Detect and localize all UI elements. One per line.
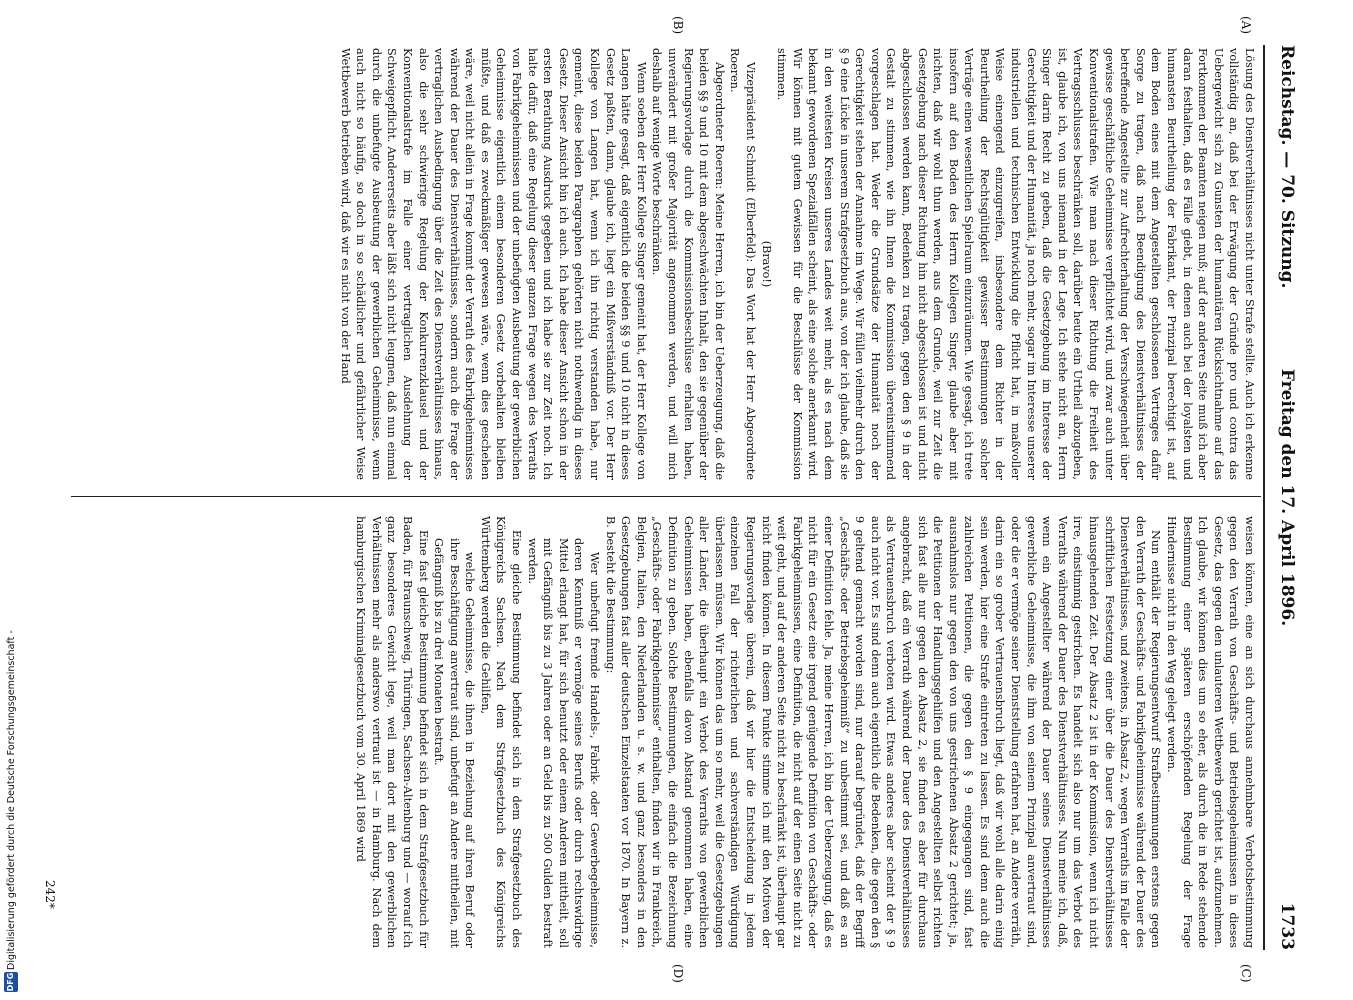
column-divider (71, 496, 1261, 497)
dfg-logo (4, 972, 18, 992)
signature-mark: 242* (43, 880, 57, 909)
paragraph: Lösung des Dienstverhältnisses nicht unter Strafe stellte. Auch ich erkenne vollständig an, daß bei der Erwägung der Gründe pro und contra das Uebergewicht sich zu Gunsten der humanitären Rücksichtnahme auf das Fortkommen der Beamten neigen muß; auf der anderen Seite muß ich aber daran festhalten, daß es Fälle giebt, in denen auch bei der loyalsten und humansten Beurtheilung der Fabrikant, der Prinzipal berechtigt ist, auf dem Boden eines mit dem Angestellten geschlossenen Vertrages dafür Sorge zu tragen, daß nach Beendigung des Dienstverhältnisses der betreffende Angestellte zur Aufrechterhaltung der Verschwiegenheit über gewisse geschäftliche Geheimnisse verpflichtet wird, und zwar auch unter Konventionalstrafen. Wie man nach dieser Richtung die Freiheit des Vertragsschlusses beschränken soll, darüber heute ein Urtheil abzugeben, ist, glaube ich, von uns niemand in der Lage. Ich stehe nicht an, Herrn Singer darin Recht zu geben, daß die Gesetzgebung im Interesse der Gerechtigkeit und der Humanität, ja noch mehr, sogar im Interesse unserer industriellen und technischen Entwicklung die Pflicht hat, in maßvoller Weise einengend einzugreifen, insbesondere dem Richter in der Beurtheilung der Rechtsgültigkeit gewisser Bestimmungen solcher Verträge einen wesentlichen Spielraum einzuräumen. Wie gesagt, ich trete insofern auf den Boden des Herrn Kollegen Singer, glaube aber mit nichten, daß wir wohl thun werden, aus dem Grunde, weil zur Zeit die Gesetzgebung nach dieser Richtung hin nicht abgeschlossen ist und nicht abgeschlossen werden kann, Bedenken zu tragen, gegen den § 9 in der Gestalt zu stimmen, wie ihn Ihnen die Kommission übereinstimmend vorgeschlagen hat. Weder die Grundsätze der Humanität noch der Gerechtigkeit stehen der Annahme im Wege. Wir füllen vielmehr durch den § 9 eine Lücke in unserem Strafgesetzbuch aus, von der ich glaube, daß sie in den weitesten Kreisen unseres Landes weit mehr, als es nach dem bekannt gewordenen Spezialfällen scheint, als eine solche anerkannt wird. Wir können mit gutem Gewissen für die Beschlüsse der Kommission stimmen. (775, 48, 1256, 480)
dfg-logo-text: DFG (6, 972, 15, 992)
header-left: Reichstag. — 70. Sitzung. (1277, 45, 1297, 289)
paragraph: Nun enthält der Regierungsentwurf Strafbestimmungen erstens gegen den Verrath der Geschäfts- und Fabrikgeheimnisse während der Dauer des Dienstverhältnisses, und zweitens, in Absatz 2, wegen Verraths im Falle der schriftlichen Festsetzung einer über die Dauer des Dienstverhältnisses hinausgehenden Zeit. Der Absatz 2 ist in der Kommission, wenn ich nicht irre, einstimmig gestrichen. Es handelt sich also nur um das Verbot des Verraths während der Dauer des Dienstverhältnisses. Nun meine ich, daß, wenn ein Angestellter während der Dauer seines Dienstverhältnisses gewerbliche Geheimnisse, die ihm von seinem Prinzipal anvertraut sind, oder die er vermöge seiner Dienststellung erfahren hat, an Andere verräth, darin ein so grober Vertrauensbruch liegt, daß wir wohl alle darin einig sein werden, hier eine Strafe eintreten zu lassen. Es sind denn auch die zahlreichen Petitionen, die gegen den § 9 eingegangen sind, fast ausnahmslos nur gegen den von uns gestrichenen Absatz 2 gerichtet; ja, die Petitionen der Handlungsgehilfen und den Angestellten selbst richten sich fast alle nur gegen den Absatz 2, sie finden es aber für durchaus angebracht, daß ein Verrath während der Dauer des Dienstverhältnisses als Vertrauensbruch verboten wird. Etwas anderes aber scheint der § 9 auch nicht vor. Es sind denn auch eigentlich die Bedenken, die gegen den § 9 geltend gemacht worden sind, nur darauf begründet, daß der Begriff „Geschäfts- oder Betriebsgeheimniß“ zu unbestimmt sei, und daß es an einer Definition fehle. Ja, meine Herren, ich bin der Ueberzeugung, daß es nicht für ein Gesetz eine irgend genügende Definition von Geschäfts- oder Fabrikgeheimnissen, eine Definition, die nicht auf der einen Seite nicht zu weit geht, und auf der anderen Seite nicht zu beschränkt ist, überhaupt gar nicht finden können. In diesem Punkte stimme ich mit den Motiven der Regierungsvorlage überein, daß wir hier die Entscheidung in jedem einzelnen Fall der richterlichen und sachverständigen Würdigung überlassen müssen. Wir können das um so mehr, weil die Gesetzgebungen aller Länder, die überhaupt ein Verbot des Verraths von gewerblichen Geheimnissen haben, ebenfalls davon Abstand genommen haben, eine Definition zu geben. Solche Bestimmungen, die einfach die Bezeichnung „Geschäfts- oder Fabrikgeheimnisse“ enthalten, finden wir in Frankreich, Belgien, Italien, den Niederlanden u. s. w. und ganz besonders in den Gesetzgebungen fast aller deutschen Einzelstaaten vor 1870. In Bayern z. B. besteht die Bestimmung: (603, 516, 1163, 948)
paragraph: Abgeordneter Roeren: Meine Herren, ich bin der Ueberzeugung, daß die beiden §§ 9 und 10 mit dem abgeschwächten Inhalt, den sie gegenüber der Regierungsvorlage durch die Kommissionsbeschlüsse erhalten haben, unverändert mit großer Majorität angenommen werden, und will mich deshalb auf wenige Worte beschränken. (650, 48, 726, 480)
paragraph: Vizepräsident Schmidt (Elberfeld): Das Wort hat der Herr Abgeordnete Roeren. (728, 48, 757, 480)
footer-text: Digitalisierung gefördert durch die Deutsche Forschungsgemeinschaft - (6, 630, 17, 970)
paragraph: (Bravo!) (759, 240, 773, 288)
paragraph: Eine fast gleiche Bestimmung befindet sich in dem Strafgesetzbuch für Baden, für Braunschweig, Thüringen, Sachsen-Altenburg und — worauf ich ganz besonderes Gewicht lege, weil man dort mit den gewerblichen Verhältnissen mehr als anderswo vertraut ist — in Hamburg. Nach dem hamburgischen Kriminalgesetzbuch vom 30. April 1869 wird (354, 516, 430, 948)
right-column (77, 516, 1257, 948)
page-number: 1733 (1277, 902, 1297, 950)
left-column (77, 48, 1257, 480)
header-center: Freitag den 17. April 1896. (1277, 368, 1297, 627)
quoted-paragraph: welche Geheimnisse, die ihnen in Beziehung auf ihren Beruf oder ihre Beschäftigung anvertraut sind, unbefugt an Andere mittheilen, mit Gefängniß bis zu drei Monaten bestraft. (432, 538, 477, 948)
page-header (1263, 45, 1305, 950)
quoted-paragraph: Wer unbefugt fremde Handels-, Fabrik- oder Gewerbegeheimnisse, deren Kenntniß er vermöge seines Berufs oder durch rechtswidrige Mittel erlangt hat, für sich benutzt oder einem Anderen mittheilt, soll mit Gefängniß bis zu 3 Jahren oder an Geld bis zu 500 Gulden bestraft werden. (525, 538, 602, 948)
footer (6, 610, 22, 995)
paragraph: weisen können, eine an sich durchaus annehmbare Verbotsbestimmung gegen den Verrath von Geschäfts- und Betriebsgeheimnissen in dieses Gesetz, das gegen den unlauteren Wettbewerb gerichtet ist, aufzunehmen. Ich glaube, wir können dies um so eher, als durch die in Rede stehende Bestimmung einer späteren erschöpfenden Regelung der Frage Hindernisse nicht in den Weg gelegt werden. (1165, 516, 1256, 948)
margin-marker-c: (C) (1239, 964, 1253, 983)
margin-marker-b: (B) (671, 16, 685, 35)
paragraph: Eine gleiche Bestimmung befindet sich in dem Strafgesetzbuch des Königreichs Sachsen. Nach dem Strafgesetzbuch des Königreichs Württemberg werden die Gehilfen, (478, 516, 524, 948)
margin-marker-a: (A) (1239, 16, 1253, 35)
margin-marker-d: (D) (671, 964, 685, 983)
paragraph: Wenn soeben der Herr Kollege Singer gemeint hat, der Herr Kollege von Langen hätte gesagt, daß eigentlich die beiden §§ 9 und 10 nicht in dieses Gesetz paßten, dann, glaube ich, liegt ein Mißverständniß vor. Der Herr Kollege von Langen hat, wenn ich ihn richtig verstanden habe, nur gemeint, diese beiden Paragraphen gehörten nicht nothwendig in dieses Gesetz. Dieser Ansicht bin ich auch. Ich habe dieser Ansicht schon in der ersten Berathung Ausdruck gegeben und ich habe sie zur Zeit noch. Ich halte dafür, daß eine Regelung dieser ganzen Frage wegen des Verraths von Fabrikgeheimnissen und der unbefugten Ausbeutung der gewerblichen Geheimnisse eigentlich einem besonderen Gesetz vorbehalten bleiben müßte, und daß es zweckmäßiger gewesen wäre, wenn dies geschehen wäre, weil nicht allein in Frage kommt der Verrath des Fabrikgeheimnisses während der Dauer des Dienstverhältnisses, sondern auch die Frage der vertraglichen Ausbedingung über die Zeit des Dienstverhältnisses hinaus, also die sehr schwierige Regelung der Konkurrenzklausel und der Konventionalstrafe im Falle einer vertraglichen Ausdehnung der Schweigepflicht. Andererseits aber läßt sich nicht leugnen, daß nun einmal durch die unbefugte Ausbeutung der gewerblichen Geheimnisse, wenn auch nicht so häufig, so doch in so schädlicher und gefährlicher Weise Wettbewerb betrieben wird, daß wir es nicht von der Hand (338, 48, 648, 480)
